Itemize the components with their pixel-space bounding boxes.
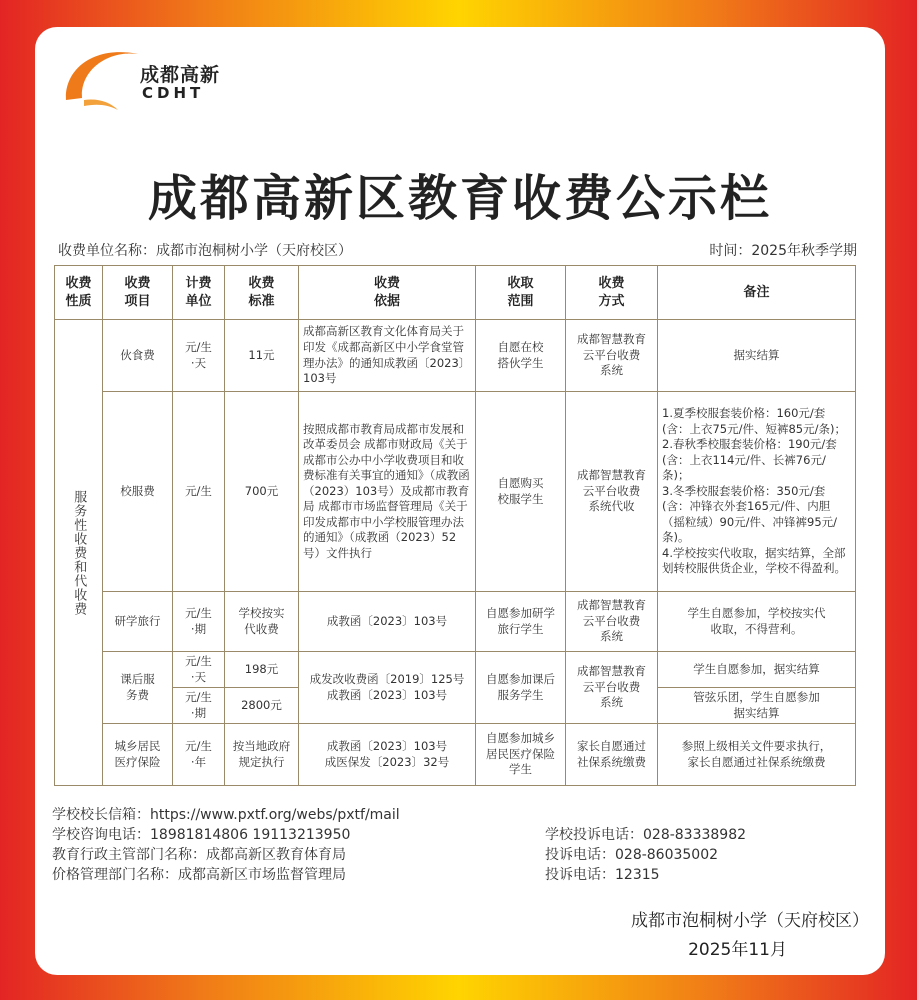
item-cell: 研学旅行 xyxy=(103,592,173,652)
basis-cell: 成教函〔2023〕103号 成医保发〔2023〕32号 xyxy=(299,724,476,786)
standard-cell: 按当地政府 规定执行 xyxy=(225,724,299,786)
standard-cell: 700元 xyxy=(225,392,299,592)
complaint-phone: 投诉电话：028-86035002 xyxy=(545,847,719,863)
item-cell: 伙食费 xyxy=(103,320,173,392)
complaint-phone: 投诉电话：12315 xyxy=(545,867,660,883)
charging-unit-line: 收费单位名称：成都市泡桐树小学（天府校区） xyxy=(58,243,352,259)
standard-cell: 学校按实 代收费 xyxy=(225,592,299,652)
scope-cell: 自愿参加城乡 居民医疗保险 学生 xyxy=(476,724,566,786)
method-cell: 成都智慧教育 云平台收费 系统 xyxy=(566,592,658,652)
unit-cell: 元/生 ·年 xyxy=(173,724,225,786)
scope-cell: 自愿参加课后 服务学生 xyxy=(476,652,566,724)
footer-right xyxy=(545,825,746,885)
method-cell: 成都智慧教育 云平台收费 系统 xyxy=(566,320,658,392)
table-header-row xyxy=(55,266,856,320)
page-title: 成都高新区教育收费公示栏 xyxy=(147,170,772,227)
basis-cell: 成教函〔2023〕103号 xyxy=(299,592,476,652)
unit-cell: 元/生 xyxy=(173,392,225,592)
basis-cell: 按照成都市教育局成都市发展和改革委员会 成都市财政局《关于成都市公办中小学收费项目和收费标准有关事宜的通知》（成教函（2023）103号）及成都市教育局 成都市市场监督管理局《关于印发成都市中小学校服管理办法的通知》（成教函（2023）52号）文件执行 xyxy=(299,392,476,592)
note-cell: 参照上级相关文件要求执行， 家长自愿通过社保系统缴费 xyxy=(658,724,856,786)
table-row xyxy=(55,592,856,652)
header-cell: 收取 范围 xyxy=(476,266,566,320)
standard-cell: 2800元 xyxy=(225,688,299,724)
method-cell: 成都智慧教育 云平台收费 系统代收 xyxy=(566,392,658,592)
basis-cell: 成发改收费函〔2019〕125号 成教函〔2023〕103号 xyxy=(299,652,476,724)
unit-cell: 元/生 ·期 xyxy=(173,688,225,724)
fee-table xyxy=(54,265,856,786)
footer-left xyxy=(52,805,400,885)
education-department: 教育行政主管部门名称：成都高新区教育体育局 xyxy=(52,847,346,863)
header-cell: 备注 xyxy=(658,266,856,320)
note-cell: 1.夏季校服套装价格：160元/套(含：上衣75元/件、短裤85元/条)； 2.春秋季校服套装价格：190元/套(含：上衣114元/件、长裤76元/条)； 3.冬季校服套装价格：350元/套(含：冲锋衣外套165元/件、内胆（摇粒绒）90元/件、冲锋裤95元/条)。 4.学校按实代收取，据实结算，全部划转校服供货企业，学校不得盈利。 xyxy=(658,392,856,592)
header-cell: 计费 单位 xyxy=(173,266,225,320)
unit-cell: 元/生 ·天 xyxy=(173,320,225,392)
header-cell: 收费 项目 xyxy=(103,266,173,320)
school-complaint-phone: 学校投诉电话：028-83338982 xyxy=(545,827,747,843)
item-cell: 校服费 xyxy=(103,392,173,592)
method-cell: 家长自愿通过 社保系统缴费 xyxy=(566,724,658,786)
scope-cell: 自愿在校 搭伙学生 xyxy=(476,320,566,392)
note-cell: 学生自愿参加，学校按实代 收取，不得营利。 xyxy=(658,592,856,652)
signature-school: 成都市泡桐树小学（天府校区） xyxy=(631,911,869,931)
consult-phone: 学校咨询电话：18981814806 19113213950 xyxy=(52,827,351,843)
unit-cell: 元/生 ·天 xyxy=(173,652,225,688)
cdht-logo xyxy=(58,40,238,120)
logo-chinese-text: 成都高新 xyxy=(140,64,221,86)
signature-date: 2025年11月 xyxy=(688,940,787,960)
standard-cell: 198元 xyxy=(225,652,299,688)
table-row xyxy=(55,724,856,786)
standard-cell: 11元 xyxy=(225,320,299,392)
category-cell xyxy=(55,320,103,786)
item-cell: 城乡居民 医疗保险 xyxy=(103,724,173,786)
note-cell: 学生自愿参加，据实结算 xyxy=(658,652,856,688)
cdht-swoosh-icon xyxy=(58,40,138,120)
basis-cell: 成都高新区教育文化体育局关于印发《成都高新区中小学食堂管理办法》的通知成教函〔2023〕103号 xyxy=(299,320,476,392)
category-label: 服务性收费和代收费 xyxy=(71,489,87,616)
principal-mailbox: 学校校长信箱：https://www.pxtf.org/webs/pxtf/mail xyxy=(52,807,400,823)
header-cell: 收费 方式 xyxy=(566,266,658,320)
unit-cell: 元/生 ·期 xyxy=(173,592,225,652)
header-cell: 收费 性质 xyxy=(55,266,103,320)
method-cell: 成都智慧教育 云平台收费 系统 xyxy=(566,652,658,724)
table-row xyxy=(55,320,856,392)
table-row xyxy=(55,392,856,592)
header-cell: 收费 依据 xyxy=(299,266,476,320)
note-cell: 管弦乐团，学生自愿参加 据实结算 xyxy=(658,688,856,724)
scope-cell: 自愿参加研学 旅行学生 xyxy=(476,592,566,652)
header-cell: 收费 标准 xyxy=(225,266,299,320)
note-cell: 据实结算 xyxy=(658,320,856,392)
term-line: 时间：2025年秋季学期 xyxy=(709,243,857,259)
table-row xyxy=(55,652,856,688)
scope-cell: 自愿购买 校服学生 xyxy=(476,392,566,592)
logo-english-text: CDHT xyxy=(142,84,205,102)
price-department: 价格管理部门名称：成都高新区市场监督管理局 xyxy=(52,867,346,883)
item-cell: 课后服 务费 xyxy=(103,652,173,724)
